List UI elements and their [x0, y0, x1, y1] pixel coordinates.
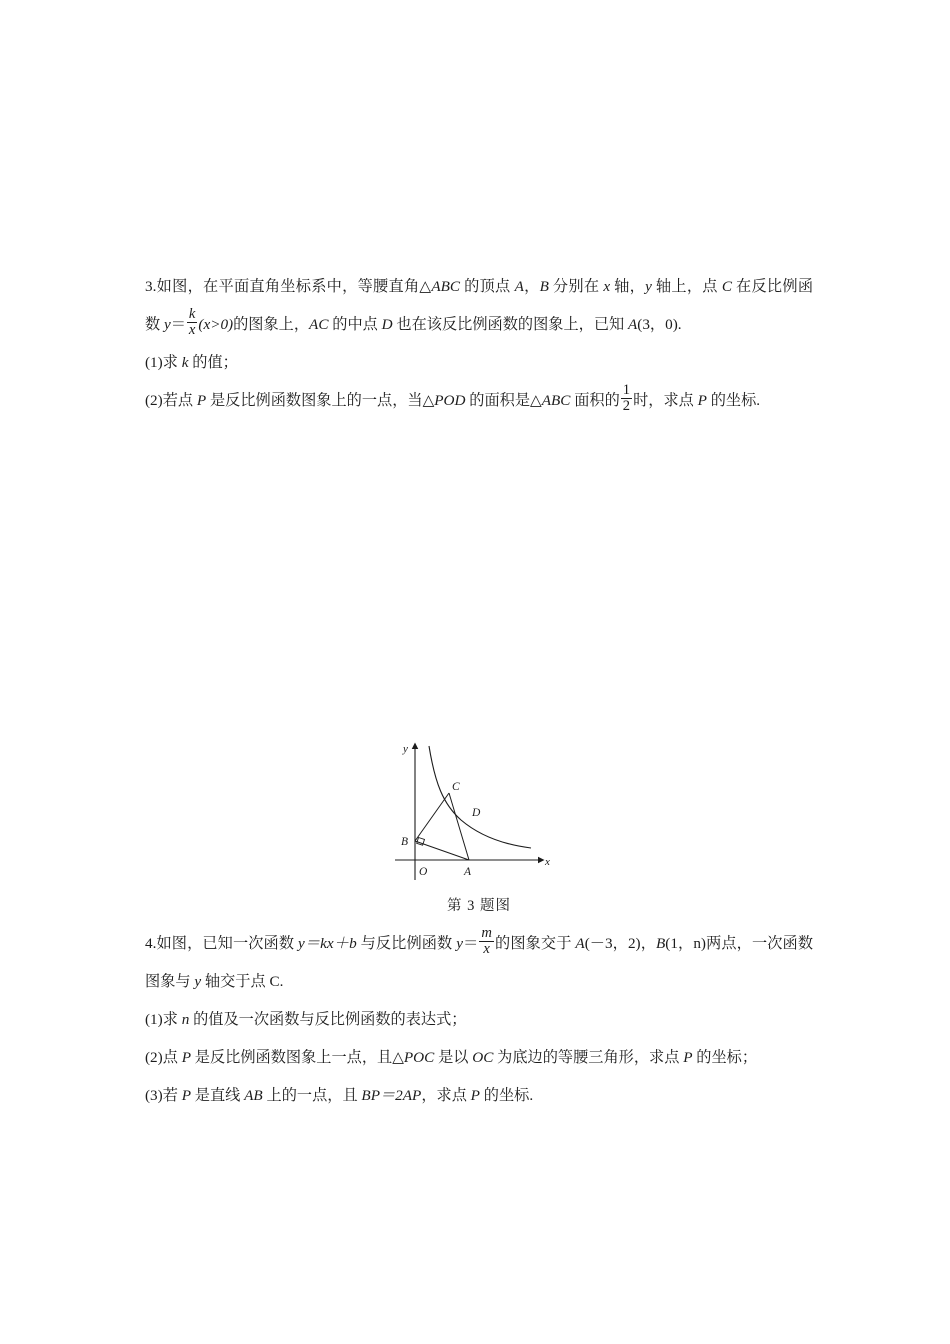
point-label-d: D [472, 807, 481, 819]
p4-item-1-prefix: (1)求 [145, 1011, 182, 1028]
comma-1: ， [523, 278, 540, 295]
label-c: C [721, 278, 732, 295]
p4-item-2-label-poc: POC [403, 1049, 435, 1066]
problem-3-stem-text-4: 轴， [610, 278, 646, 295]
label-y: y [645, 278, 652, 295]
item-1-prefix: (1)求 [145, 354, 182, 371]
p4-item-3-mid-2: 上的一点，且 [262, 1087, 362, 1104]
point-label-c: C [452, 781, 460, 793]
problem-4-label-b: B [656, 935, 666, 952]
problem-4-equation-equals: ＝ [463, 935, 479, 952]
item-2-mid-4: 时，求点 [633, 392, 698, 409]
item-2-mid-1: 是反比例函数图象上的一点，当△ [206, 392, 435, 409]
problem-4-comma: ， [640, 935, 656, 952]
point-label-o: O [419, 866, 428, 878]
problem-4-number: 4. [145, 935, 157, 952]
problem-3-figure-wrap [145, 738, 813, 915]
item-2-var-p2: P [697, 392, 707, 409]
p4-item-2-mid-2: 是以 [434, 1049, 473, 1066]
p4-item-2-var-p2: P [683, 1049, 693, 1066]
label-a: A [514, 278, 524, 295]
problem-4-stem-text-4: 两点，一次函数图象与 [145, 935, 814, 990]
p4-item-3-prefix: (3)若 [145, 1087, 182, 1104]
linear-equation: y＝kx＋b [298, 935, 357, 952]
p4-item-2-end: 的坐标； [692, 1049, 758, 1066]
fraction-numerator-k: k [188, 306, 196, 323]
segment-ca [449, 793, 469, 860]
right-angle-marker-b [417, 838, 425, 846]
problem-4-b-value: (1，n) [665, 935, 706, 952]
label-a-coord: A [628, 316, 638, 333]
problem-3-number: 3. [145, 278, 157, 295]
p4-item-2-mid-1: 是反比例函数图象上一点，且△ [190, 1049, 404, 1066]
problem-4-label-y: y [194, 973, 202, 990]
problem-3-stem-text-9: 也在该反比例函数的图象上，已知 [392, 316, 628, 333]
p4-item-2-label-oc: OC [472, 1049, 494, 1066]
problem-3-stem-text-8: 的中点 [328, 316, 382, 333]
equation-y: y [163, 316, 171, 333]
item-2-end: 的坐标. [706, 392, 761, 409]
problem-4-item-2 [145, 1039, 813, 1077]
label-abc: ABC [431, 278, 461, 295]
fraction-denominator-2: 2 [622, 398, 631, 415]
p4-item-1-var-n: n [181, 1011, 190, 1028]
p4-item-2-var-p: P [181, 1049, 191, 1066]
coordinate-figure-svg [389, 738, 569, 888]
problem-4-block [145, 925, 813, 1115]
problem-4-item-3 [145, 1077, 813, 1115]
problem-4-stem-text-3: 的图象交于 [494, 935, 576, 952]
equation-equals: ＝ [170, 316, 186, 333]
hyperbola-curve [429, 746, 531, 848]
item-2-mid-2: 的面积是△ [465, 392, 542, 409]
p4-item-3-mid-3: ，求点 [421, 1087, 471, 1104]
p4-item-1-suffix: 的值及一次函数与反比例函数的表达式； [189, 1011, 467, 1028]
problem-3-stem-text-2: 的顶点 [460, 278, 515, 295]
axis-label-y: y [403, 743, 408, 755]
label-a-coord-value: (3，0). [637, 316, 682, 333]
figure-caption: 第 3 题图 [447, 898, 511, 914]
label-b: B [539, 278, 549, 295]
p4-item-3-end: 的坐标. [479, 1087, 534, 1104]
p4-item-3-var-p: P [181, 1087, 191, 1104]
p4-item-3-label-ab: AB [244, 1087, 263, 1104]
problem-4-stem-text-2: 与反比例函数 [356, 935, 457, 952]
p4-item-2-prefix: (2)点 [145, 1049, 182, 1066]
equation-condition: (x>0) [198, 316, 234, 333]
item-2-mid-3: 面积的 [570, 392, 620, 409]
item-2-label-abc: ABC [541, 392, 571, 409]
problem-3-stem [145, 268, 813, 344]
fraction-denominator-x: x [188, 322, 196, 339]
item-1-var-k: k [181, 354, 189, 371]
problem-3-item-2 [145, 382, 813, 420]
p4-item-3-var-p2: P [470, 1087, 480, 1104]
fraction-k-over-x [187, 307, 197, 338]
problem-3-item-1 [145, 344, 813, 382]
problem-3-stem-text-6: 在反比例函数 [145, 278, 814, 333]
item-2-label-pod: POD [434, 392, 466, 409]
point-label-b: B [401, 836, 409, 848]
segment-bc [415, 793, 449, 841]
p4-item-3-equation: BP＝2AP [361, 1087, 422, 1104]
fraction-m-over-x [479, 926, 494, 957]
problem-4-item-1 [145, 1001, 813, 1039]
point-label-a: A [464, 866, 472, 878]
problem-4-stem [145, 925, 813, 1001]
problem-3-figure [389, 738, 569, 914]
problem-4-equation-y: y [456, 935, 463, 952]
problem-3-block [145, 268, 814, 914]
fraction-denominator-x-2: x [483, 941, 490, 958]
fraction-numerator-1: 1 [622, 382, 631, 399]
p4-item-2-mid-3: 为底边的等腰三角形，求点 [493, 1049, 684, 1066]
p4-item-3-mid-1: 是直线 [190, 1087, 245, 1104]
problem-3-stem-text-7: 的图象上， [233, 316, 310, 333]
problem-4-a-value: (－3，2) [584, 935, 641, 952]
problem-3-stem-text-1: 如图，在平面直角坐标系中，等腰直角△ [156, 278, 432, 295]
problem-4-label-a: A [575, 935, 585, 952]
label-ac: AC [309, 316, 329, 333]
item-2-var-p: P [196, 392, 207, 409]
item-2-prefix: (2)若点 [145, 392, 197, 409]
axis-label-x: x [545, 856, 550, 868]
problem-4-stem-text-1: 如图，已知一次函数 [156, 935, 299, 952]
problem-4-stem-text-5: 轴交于点 C. [201, 973, 284, 990]
item-1-suffix: 的值； [188, 354, 238, 371]
label-d: D [381, 316, 393, 333]
label-x: x [603, 278, 611, 295]
problem-3-stem-text-5: 轴上，点 [651, 278, 722, 295]
fraction-numerator-m: m [481, 925, 492, 942]
fraction-one-half [621, 383, 632, 414]
problem-3-stem-text-3: 分别在 [548, 278, 604, 295]
